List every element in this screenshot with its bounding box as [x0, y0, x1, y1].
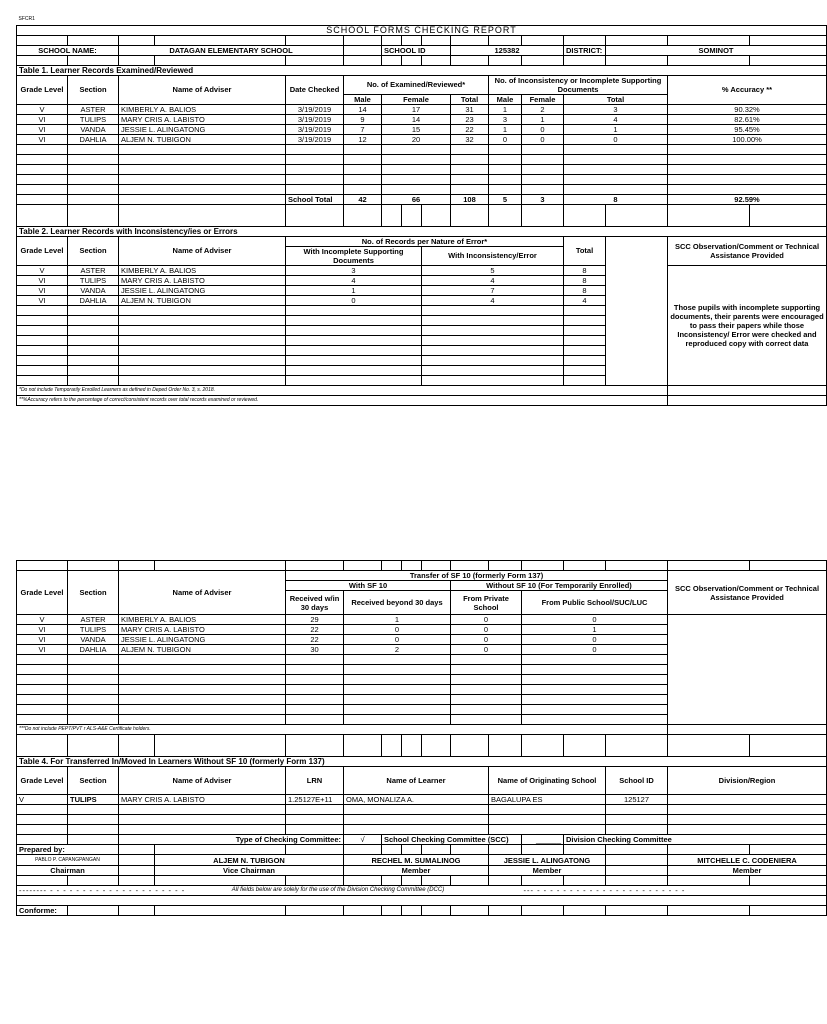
section-cell: TULIPS [68, 625, 119, 635]
grade-cell: VI [17, 645, 68, 655]
date-cell: 3/19/2019 [286, 114, 344, 124]
t4-division-header: Division/Region [668, 767, 827, 795]
section-cell: VANDA [68, 285, 119, 295]
t2-footnote-2: **%Accuracy refers to the percentage of correct/consistent records over total records examined or reviewed. [17, 395, 668, 405]
grade-cell: VI [17, 275, 68, 285]
t1-adviser-header: Name of Adviser [119, 75, 286, 104]
received30-cell: 22 [286, 635, 344, 645]
empty-row [17, 815, 827, 825]
received30-cell: 30 [286, 645, 344, 655]
t1-total-label: School Total [286, 194, 344, 204]
t1-section-header: Section [68, 75, 119, 104]
adviser-cell: KIMBERLY A. BALIOS [119, 104, 286, 114]
t3-scc-comment [668, 615, 827, 725]
incomplete-cell: 4 [286, 275, 422, 285]
t2-incomplete-header: With Incomplete Supporting Documents [286, 246, 422, 265]
empty-row [17, 164, 827, 174]
empty-row [17, 805, 827, 815]
t1-total-inc-male: 5 [489, 194, 522, 204]
t1-male2-header: Male [489, 94, 522, 104]
grade-cell: VI [17, 124, 68, 134]
dcc-dash-left: -------- - - - - - - - - - - - - - - - - - - - - - [17, 886, 155, 896]
total-cell: 8 [564, 275, 606, 285]
private-cell: 0 [451, 615, 522, 625]
grade-cell: VI [17, 114, 68, 124]
t2-total-header: Total [564, 236, 606, 265]
adviser-cell: ALJEM N. TUBIGON [119, 295, 286, 305]
date-cell: 3/19/2019 [286, 124, 344, 134]
table-row [17, 124, 827, 134]
empty-row [17, 154, 827, 164]
dcc-note: All fields below are solely for the use of the Division Checking Committee (DCC) [155, 886, 522, 896]
female-cell: 20 [382, 134, 451, 144]
total-cell: 32 [451, 134, 489, 144]
division-cell [668, 795, 827, 805]
accuracy-cell: 82.61% [668, 114, 827, 124]
inconsistency-cell: 4 [422, 295, 564, 305]
section-cell: VANDA [68, 124, 119, 134]
female-cell: 15 [382, 124, 451, 134]
committee-dcc-option: Division Checking Committee [564, 835, 827, 845]
received30-cell: 22 [286, 625, 344, 635]
incomplete-cell: 0 [286, 295, 422, 305]
signatory-role-2: Vice Chairman [155, 866, 344, 876]
adviser-cell: JESSIE L. ALINGATONG [119, 285, 286, 295]
beyond30-cell: 1 [344, 615, 451, 625]
committee-dcc-blank: ______ [522, 835, 564, 845]
accuracy-cell: 100.00% [668, 134, 827, 144]
grade-cell: V [17, 615, 68, 625]
inc-total-cell: 0 [564, 134, 668, 144]
adviser-cell: MARY CRIS A. LABISTO [119, 795, 286, 805]
section-cell: TULIPS [68, 275, 119, 285]
t2-adviser-header: Name of Adviser [119, 236, 286, 265]
table-row [17, 104, 827, 114]
dcc-dash-right: --- - - - - - - - - - - - - - - - - - - - - - - - [522, 886, 827, 896]
signatory-role-1: Chairman [17, 866, 119, 876]
total-cell: 22 [451, 124, 489, 134]
accuracy-cell: 95.45% [668, 124, 827, 134]
male-cell: 14 [344, 104, 382, 114]
grade-cell: VI [17, 635, 68, 645]
t1-total2-header: Total [564, 94, 668, 104]
total-cell: 8 [564, 285, 606, 295]
t4-grade-header: Grade Level [17, 767, 68, 795]
section-cell: ASTER [68, 104, 119, 114]
beyond30-cell: 0 [344, 635, 451, 645]
t1-grade-header: Grade Level [17, 75, 68, 104]
t3-transfer-header: Transfer of SF 10 (formerly Form 137) [286, 571, 668, 581]
inconsistency-cell: 5 [422, 265, 564, 275]
adviser-cell: KIMBERLY A. BALIOS [119, 265, 286, 275]
t2-section-header: Section [68, 236, 119, 265]
inc-female-cell: 0 [522, 134, 564, 144]
adviser-cell: MARY CRIS A. LABISTO [119, 114, 286, 124]
inc-male-cell: 0 [489, 134, 522, 144]
signatory-role-3: Member [344, 866, 489, 876]
public-cell: 0 [522, 635, 668, 645]
inc-male-cell: 1 [489, 104, 522, 114]
inc-male-cell: 1 [489, 124, 522, 134]
male-cell: 12 [344, 134, 382, 144]
inc-female-cell: 1 [522, 114, 564, 124]
total-cell: 8 [564, 265, 606, 275]
table2-title: Table 2. Learner Records with Inconsistency/ies or Errors [17, 226, 827, 236]
t1-female2-header: Female [522, 94, 564, 104]
t3-private-header: From Private School [451, 591, 522, 615]
school-id-label: SCHOOL ID [382, 45, 451, 55]
report-top-table [16, 15, 827, 406]
learner-cell: OMA, MONALIZA A. [344, 795, 489, 805]
district: SOMINOT [606, 45, 827, 55]
section-cell: ASTER [68, 615, 119, 625]
table-row [17, 265, 827, 275]
t4-adviser-header: Name of Adviser [119, 767, 286, 795]
signatory-name-4: JESSIE L. ALINGATONG [489, 855, 606, 866]
t2-inconsistency-header: With Inconsistency/Error [422, 246, 564, 265]
adviser-cell: ALJEM N. TUBIGON [119, 645, 286, 655]
grade-cell: VI [17, 295, 68, 305]
t1-examined-header: No. of Examined/Reviewed* [344, 75, 489, 94]
grade-cell: VI [17, 625, 68, 635]
t4-schoolid-header: School ID [606, 767, 668, 795]
table-row [17, 615, 827, 625]
section-cell: DAHLIA [68, 295, 119, 305]
t3-without-sf10-header: Without SF 10 (For Temporarily Enrolled) [451, 581, 668, 591]
public-cell: 0 [522, 645, 668, 655]
section-cell: VANDA [68, 635, 119, 645]
table-row [17, 114, 827, 124]
adviser-cell: MARY CRIS A. LABISTO [119, 625, 286, 635]
total-cell: 23 [451, 114, 489, 124]
t3-footnote: ***Do not include PEPT/PVT r ALS-A&E Certificate holders. [17, 725, 668, 735]
school-name-label: SCHOOL NAME: [17, 45, 119, 55]
grade-cell: VI [17, 134, 68, 144]
t3-grade-header: Grade Level [17, 571, 68, 615]
signatory-name-2: ALJEM N. TUBIGON [155, 855, 344, 866]
inc-total-cell: 1 [564, 124, 668, 134]
signatory-name-5: MITCHELLE C. CODENIERA [668, 855, 827, 866]
form-code: SFCR1 [18, 16, 35, 23]
t1-total-female: 66 [382, 194, 451, 204]
t4-lrn-header: LRN [286, 767, 344, 795]
male-cell: 7 [344, 124, 382, 134]
committee-check-mark: √ [344, 835, 382, 845]
school-id: 125382 [451, 45, 564, 55]
signatory-name-3: RECHEL M. SUMALINOG [344, 855, 489, 866]
adviser-cell: KIMBERLY A. BALIOS [119, 615, 286, 625]
private-cell: 0 [451, 635, 522, 645]
t1-female-header: Female [382, 94, 451, 104]
t3-received30-header: Received w/in 30 days [286, 591, 344, 615]
school-id-cell: 125127 [606, 795, 668, 805]
female-cell: 17 [382, 104, 451, 114]
incomplete-cell: 1 [286, 285, 422, 295]
prepared-by-label: Prepared by: [17, 845, 119, 855]
section-cell: DAHLIA [68, 134, 119, 144]
t1-total-header: Total [451, 94, 489, 104]
signatory-role-5: Member [668, 866, 827, 876]
accuracy-cell: 90.32% [668, 104, 827, 114]
adviser-cell: ALJEM N. TUBIGON [119, 134, 286, 144]
section-cell: TULIPS [68, 795, 119, 805]
private-cell: 0 [451, 625, 522, 635]
t1-male-header: Male [344, 94, 382, 104]
t2-grade-header: Grade Level [17, 236, 68, 265]
t4-section-header: Section [68, 767, 119, 795]
table1-body [17, 104, 827, 194]
inc-male-cell: 3 [489, 114, 522, 124]
grade-cell: V [17, 104, 68, 114]
table4-title: Table 4. For Transferred In/Moved In Learners Without SF 10 (formerly Form 137) [17, 757, 827, 767]
public-cell: 0 [522, 615, 668, 625]
table4-body [17, 795, 827, 835]
table1-title: Table 1. Learner Records Examined/Reviewed [17, 65, 827, 75]
total-cell: 31 [451, 104, 489, 114]
t1-total-total: 108 [451, 194, 489, 204]
origin-cell: BAGALUPA ES [489, 795, 606, 805]
t3-public-header: From Public School/SUC/LUC [522, 591, 668, 615]
inconsistency-cell: 7 [422, 285, 564, 295]
incomplete-cell: 3 [286, 265, 422, 275]
report-bottom-table [16, 560, 827, 916]
inc-total-cell: 3 [564, 104, 668, 114]
t1-inconsistency-header: No. of Inconsistency or Incomplete Supporting Documents [489, 75, 668, 94]
table3-body [17, 615, 827, 725]
t2-footnote-1: *Do not include Temporarily Enrolled Learners as defined in Deped Order No. 3, s. 2018. [17, 385, 668, 395]
received30-cell: 29 [286, 615, 344, 625]
date-cell: 3/19/2019 [286, 134, 344, 144]
male-cell: 9 [344, 114, 382, 124]
t3-beyond30-header: Received beyond 30 days [344, 591, 451, 615]
total-cell: 4 [564, 295, 606, 305]
scc-comment: Those pupils with incomplete supporting documents, their parents were encouraged to pass their papers while those Inconsistency/ Error were checked and reproduced copy with correct data [668, 265, 827, 385]
lrn-cell: 1.25127E+11 [286, 795, 344, 805]
date-cell: 3/19/2019 [286, 104, 344, 114]
t1-date-header: Date Checked [286, 75, 344, 104]
inconsistency-cell: 4 [422, 275, 564, 285]
t3-section-header: Section [68, 571, 119, 615]
t1-accuracy-header: % Accuracy ** [668, 75, 827, 104]
table-row [17, 134, 827, 144]
grade-cell: V [17, 795, 68, 805]
public-cell: 1 [522, 625, 668, 635]
adviser-cell: JESSIE L. ALINGATONG [119, 124, 286, 134]
section-cell: ASTER [68, 265, 119, 275]
grade-cell: VI [17, 285, 68, 295]
t1-total-inc-total: 8 [564, 194, 668, 204]
empty-row [17, 184, 827, 194]
female-cell: 14 [382, 114, 451, 124]
empty-row [17, 825, 827, 835]
table2-body [17, 265, 827, 385]
inc-female-cell: 0 [522, 124, 564, 134]
section-cell: TULIPS [68, 114, 119, 124]
conforme-label: Conforme: [17, 906, 68, 916]
t2-nature-header: No. of Records per Nature of Error* [286, 236, 564, 246]
table-row [17, 795, 827, 805]
t3-adviser-header: Name of Adviser [119, 571, 286, 615]
signatory-name-1: PABLO P. CAPANGPANGAN [17, 855, 119, 866]
beyond30-cell: 0 [344, 625, 451, 635]
private-cell: 0 [451, 645, 522, 655]
t2-scc-header: SCC Observation/Comment or Technical Assistance Provided [668, 236, 827, 265]
t3-with-sf10-header: With SF 10 [286, 581, 451, 591]
adviser-cell: JESSIE L. ALINGATONG [119, 635, 286, 645]
t1-total-inc-female: 3 [522, 194, 564, 204]
t1-total-male: 42 [344, 194, 382, 204]
section-cell: DAHLIA [68, 645, 119, 655]
signatory-role-4: Member [489, 866, 606, 876]
t4-origin-header: Name of Originating School [489, 767, 606, 795]
school-name: DATAGAN ELEMENTARY SCHOOL [119, 45, 344, 55]
t4-learner-header: Name of Learner [344, 767, 489, 795]
empty-row [17, 144, 827, 154]
committee-type-label: Type of Checking Committee: [119, 835, 344, 845]
grade-cell: V [17, 265, 68, 275]
t3-scc-header: SCC Observation/Comment or Technical Assistance Provided [668, 571, 827, 615]
t1-total-accuracy: 92.59% [668, 194, 827, 204]
empty-row [17, 174, 827, 184]
committee-scc-option: School Checking Committee (SCC) [382, 835, 522, 845]
inc-total-cell: 4 [564, 114, 668, 124]
report-title: SCHOOL FORMS CHECKING REPORT [17, 25, 827, 35]
inc-female-cell: 2 [522, 104, 564, 114]
adviser-cell: MARY CRIS A. LABISTO [119, 275, 286, 285]
beyond30-cell: 2 [344, 645, 451, 655]
district-label: DISTRICT: [564, 45, 606, 55]
